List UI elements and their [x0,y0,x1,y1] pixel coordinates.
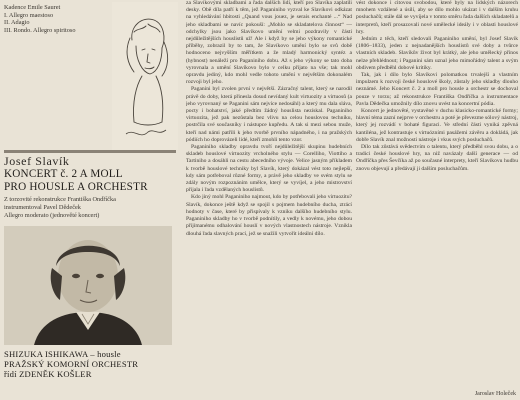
article-column-middle [186,0,352,400]
info-line: instrumentoval Pavel Dědeček [4,203,81,211]
info-line: Allegro moderato (jednověté koncert) [4,211,100,219]
paganini-sketch-image [112,2,178,150]
performer-line: řídí ZDENĚK KOŠLER [4,368,92,379]
list-item: III. Rondo. Allegro spiritoso [4,26,76,34]
paragraph: za Slavíkovými skladbami a řada dalších lidí, kteří pro Slavíka zaplatili desky. Obě díla patří k těm, jež Paganiniho vyzval ke Slavíkovi odkázat na vyhledávání hbitosti „Quand vous jouez, je serais enchanté ...“ Nad jeho skladbami se navíc pokouší: „Mohlo se skladatelova činnost“ — odchylky jsou jako Slavíkovo umění velmi pozdravily v části nejdůležitějších houslistů už! Ale i když by se jeho výkony romantické příběhy, zobrazil by to tam, že Slavíkovo umění bylo se svů době hodnoceno nejvyšším měřítkem a že mladý harmonický syntéz a (hybnost) nenáleží pro Paganiniho dobu. Až s jeho výkony se tato doba vyrovnala a umění Slavíkovo bylo v celku přijato na vše; tak mohl opravdu jediný, kdo mohl vedle tohoto umění v největším dokonalém rozvoji byl jeho. [186,0,352,86]
paragraph: vést dokonce i citovou svobodou, které byly na lidských názorech mnohem vzdálené a úsilí, aby se dílo mohlo ukázat i v dalším kruhu posluchačů; stále dál se vyvíjela v tomto směru řada dalších skladatelů a interpretů, kteří prosazovali nové umělecké ideály i v oblasti houslové hry. [356,0,518,35]
section-divider [4,150,176,153]
paragraph: Paganini byl zvolen první v největší. Zázračný talent, který se narodil právě do doby, která přinesla dosud nevídaný kult virtuozity a virtuosů (a jeho vyrovnaný se Paganini sám nejvíce nedosáhl) a který mu dala sláva, pocty i bohatství, jaké předtím žádný houslista nezískal. Paganiniho virtuozita, jež pak nezůstala bez vlivu na celou houslovou techniku, postrčila své současníky i nástupce kupředu. A tak si mezi sebou muže, kteří nad námi patřili k jeho tvorbě prvního nápadného, i na pražských pódiích ho doprovázeli lidé, kteří zmohli tento vzor. [186,86,352,143]
performer-line: PRAŽSKÝ KOMORNÍ ORCHESTR [4,358,139,369]
concert-title [4,168,178,193]
concert-info [4,196,182,219]
left-column [0,0,178,400]
slavik-portrait-image [4,226,172,345]
author-signature: Jaroslav Holeček [474,391,516,397]
list-item: II. Adagio [4,19,30,27]
concert-title-line: PRO HOUSLE A ORCHESTR [4,180,148,193]
composer-name: Josef Slavík [4,154,70,168]
movement-list [4,4,124,34]
info-line: Z torzovité rekonstrukce Františka Ondříčka [4,196,116,203]
paragraph: Kdo jiný mohl Paganiniho najmout, kdo by potřebovali jeho virtuozitu? Slavík, dokonce ještě když se spojil s pojmem hudebního ducha, ztrácí hodnoty v čase, které by přispívaly k vzniku dalšího hudebního stylu. Paganiniho skladby ho v tvorbě podnítily, a vedly k novému, jeho dobou přijímanému odhalování houslí v nových vlastnostech nástroje. Vznikla dlouhá řada slavných prací, jež se snažili vytvořit ideální dílo. [186,194,352,237]
performer-line: SHIZUKA ISHIKAWA – housle [4,349,121,359]
article-column-right [356,0,518,400]
paragraph: Paganiniho skladby opravdu tvoří nejdůležitější skupinu hudebních skladeb houslové virtuozity vrcholného stylu — Corelliho, Viottiho a Tartiniho a dosáhli na cestu abecedního vývoje. Velice jasným příkladem k tvorbě houslové techniky byl Slavík, který dokázal vést toto nejlepší, kdy sám potřeboval různé formy, a právě jeho skladby ve svém stylu se zdály novým rozpoznáním umělce, který se vyvíjel, a jeho mistrovství přijala i řada vzdělaných houslistů. [186,144,352,194]
concert-title-line: KONCERT č. 2 A MOLL [4,168,123,180]
list-item: Kadence Emile Sauret [4,4,61,11]
performer-credits [4,350,182,379]
paragraph: Koncert je jednověté, vystavěné v duchu klasicko-romantické formy; hlavní téma zazní nejprve v orchestru a poté je převezme sólový nástroj, který jej rozvádí v bohaté figuraci. Ve střední části vyniká zpěvná kantiléna, jež kontrastuje s virtuózními pasážemi závěru a dokládá, jak dobře Slavík znal možnosti nástroje i vkus svých posluchačů. [356,108,518,143]
paragraph: Dílo tak zůstává svědectvím o talentu, který předběhl svou dobu, a o tradici české houslové hry, na niž navázaly další generace — od Ondříčka přes Ševčíka až po současné interprety, kteří Slavíkovu hudbu znovu objevují a předávají ji dalším posluchačům. [356,144,518,172]
list-item: I. Allegro maestoso [4,11,54,19]
paragraph: Jedním z těch, kteří sledovali Paganiniho umění, byl Josef Slavík (1806–1833), jeden z nejnadanějších houslistů své doby a tvůrce vlastních skladeb. Slavíkův život byl krátký, ale jeho umělecký přínos nelze přehlédnout; i Paganini sám uznal jeho mimořádný talent a svým obdivem předběhl dobové kritiky. [356,36,518,71]
paragraph: Tak, jak i dílo bylo Slavíkovi polomatkou trvalejší a vlastním impulzem k rozvoji české houslové školy, zůstaly jeho skladby dlouho neznámé. Jeho Koncert č. 2 a moll pro housle a orchestr se dochoval pouze v torzu; až rekonstrukce Františka Ondříčka a instrumentace Pavla Dědečka umožnily dílo znovu uvést na koncertní pódia. [356,72,518,107]
